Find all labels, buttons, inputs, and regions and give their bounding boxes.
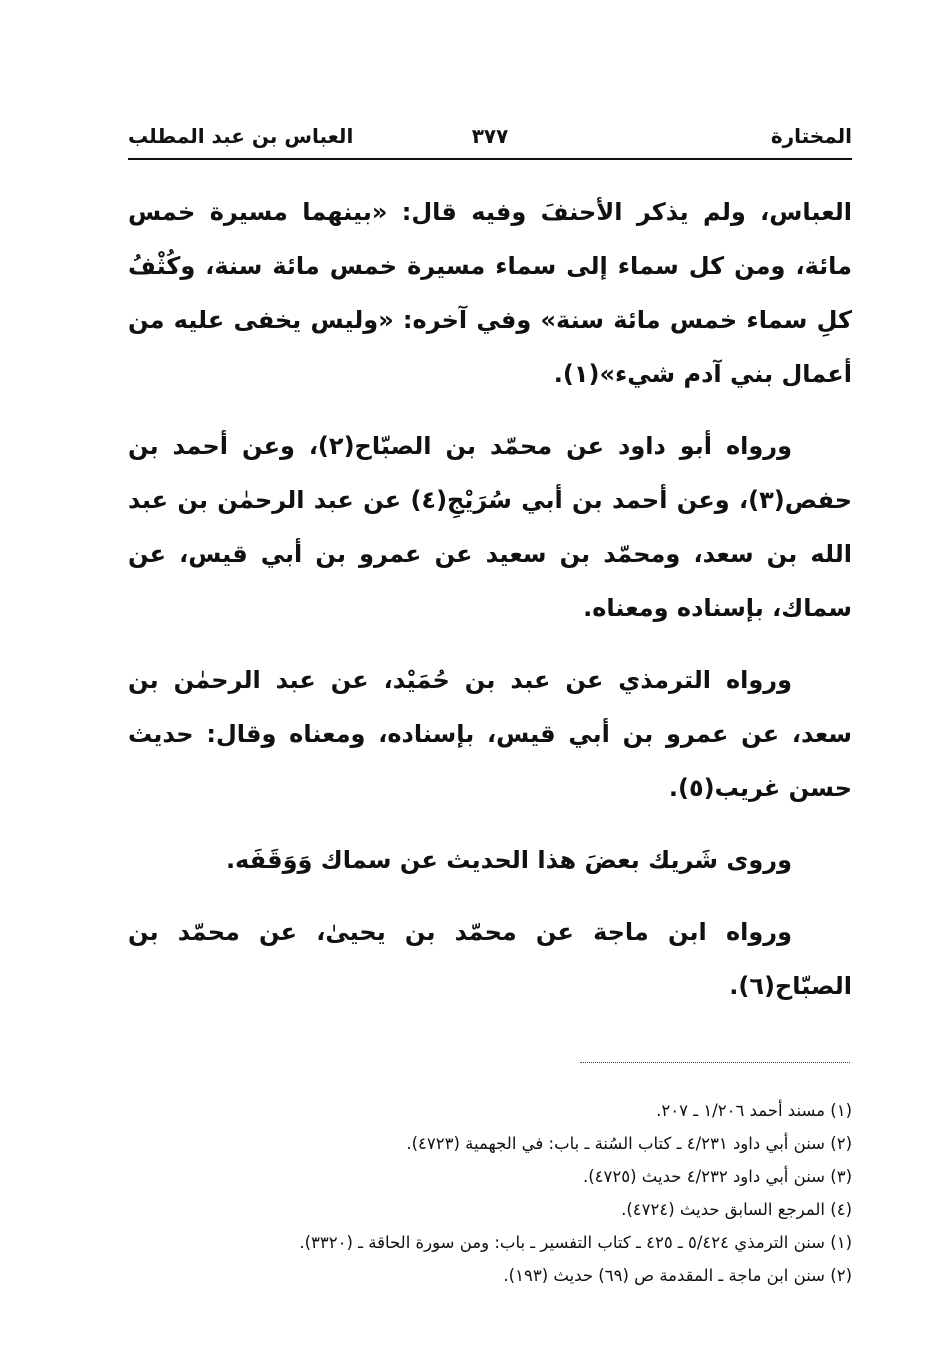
footnotes [128,1094,852,1292]
footnote: (١) سنن الترمذي ٥/٤٢٤ ـ ٤٢٥ ـ كتاب التفسير ـ باب: ومن سورة الحاقة ـ (٣٣٢٠). [299,1233,852,1252]
header-chapter-title: العباس بن عبد المطلب [128,124,354,148]
footnote: (١) مسند أحمد ١/٢٠٦ ـ ٢٠٧. [656,1101,852,1120]
paragraph: ورواه أبو داود عن محمّد بن الصبّاح(٢)، وعن أحمد بن حفص(٣)، وعن أحمد بن أبي سُرَيْجِ(٤) عن عبد الرحمٰن بن عبد الله بن سعد، ومحمّد بن سعيد عن عمرو بن أبي قيس، عن سماك، بإسناده ومعناه. [128,432,853,622]
footnote: (٢) سنن أبي داود ٤/٢٣١ ـ كتاب السُنة ـ باب: في الجهمية (٤٧٢٣). [406,1134,852,1153]
footnote-separator [580,1062,850,1063]
paragraph: وروى شَريك بعضَ هذا الحديث عن سماك وَوَقَفَه. [225,846,792,874]
main-text [128,185,852,1031]
page-number: ٣٧٧ [471,124,509,148]
paragraph: ورواه الترمذي عن عبد بن حُمَيْد، عن عبد الرحمٰن بن سعد، عن عمرو بن أبي قيس، بإسناده، ومعناه وقال: حديث حسن غريب(٥). [128,666,852,802]
paragraph: العباس، ولم يذكر الأحنفَ وفيه قال: «بينهما مسيرة خمس مائة، ومن كل سماء إلى سماء مسيرة خمس مائة سنة، وكُثْفُ كلِ سماء خمس مائة سنة» وفي آخره: «وليس يخفى عليه من أعمال بني آدم شيء»(١). [128,198,852,388]
footnote: (٤) المرجع السابق حديث (٤٧٢٤). [621,1200,852,1219]
paragraph: ورواه ابن ماجة عن محمّد بن يحيىٰ، عن محمّد بن الصبّاح(٦). [128,918,852,1000]
running-header [128,118,852,156]
header-book-title: المختارة [770,124,852,148]
header-rule [128,158,852,160]
footnote: (٢) سنن ابن ماجة ـ المقدمة ص (٦٩) حديث (١٩٣). [503,1266,852,1285]
footnote: (٣) سنن أبي داود ٤/٢٣٢ حديث (٤٧٢٥). [582,1167,852,1186]
